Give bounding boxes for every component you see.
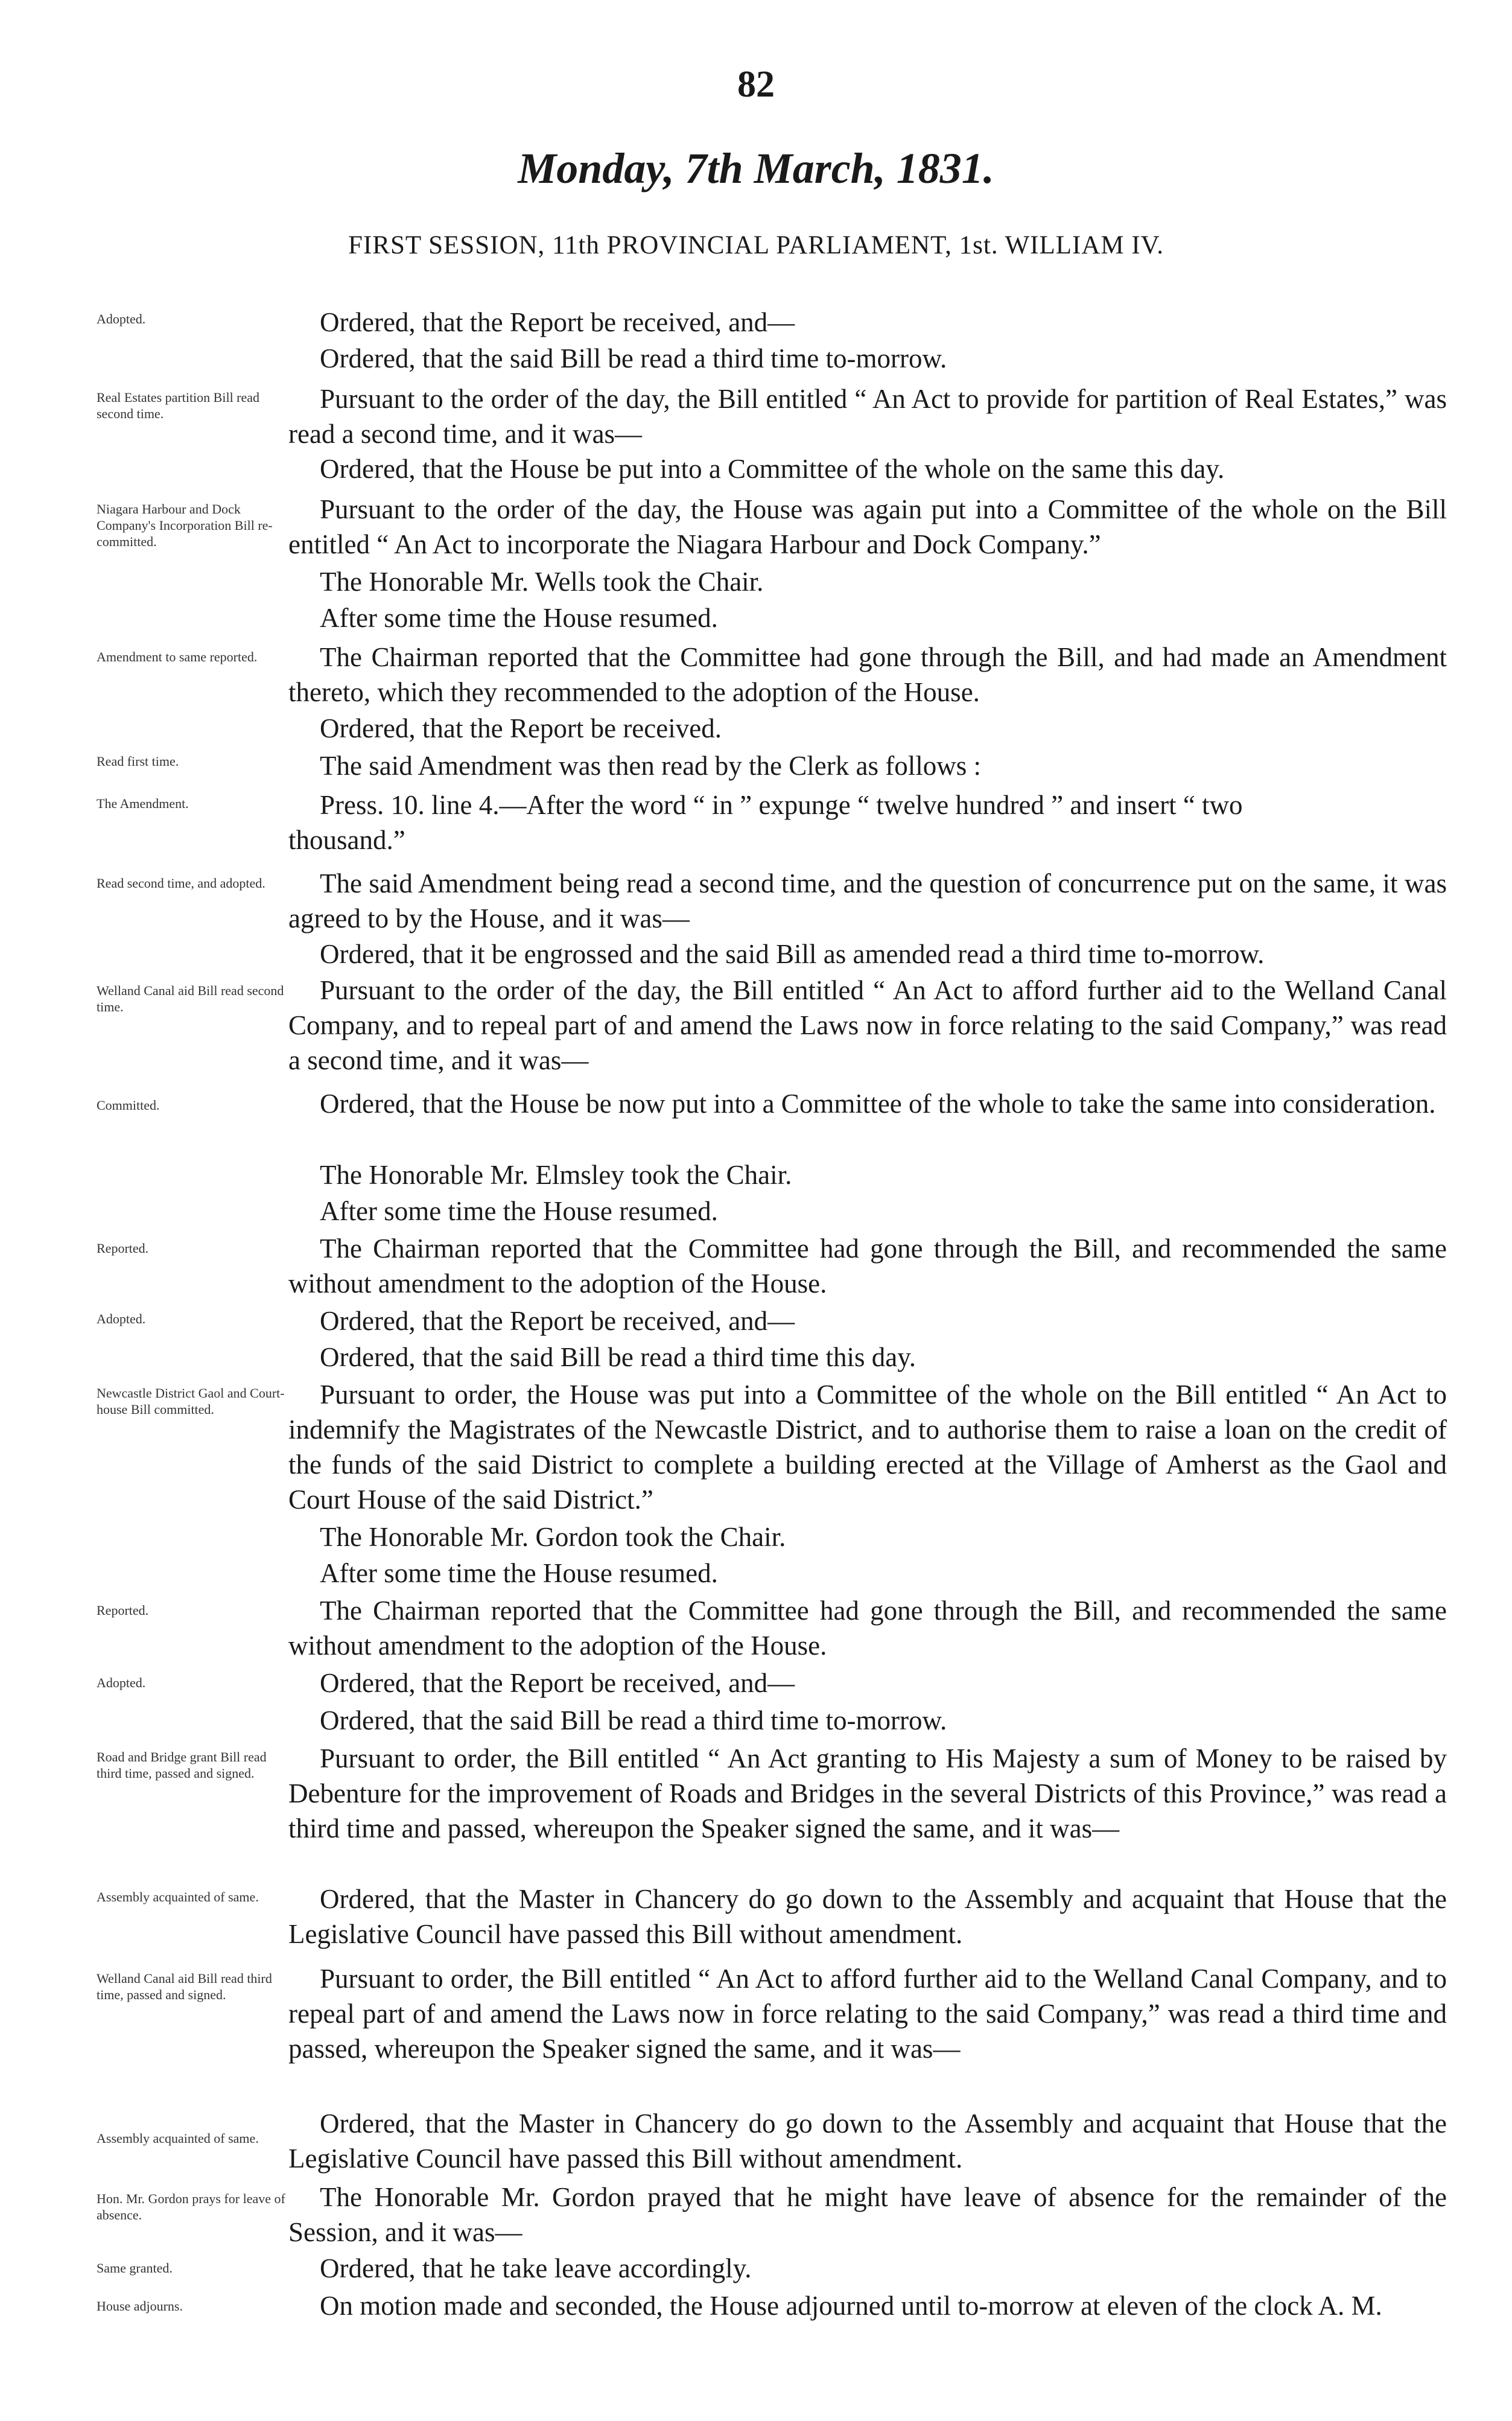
margin-note: The Amendment. bbox=[97, 796, 189, 811]
entry-text: The Honorable Mr. Gordon took the Chair. bbox=[320, 1522, 786, 1552]
entry-text: Ordered, that the Report be received, and— bbox=[320, 307, 795, 337]
entry-text: Ordered, that he take leave accordingly. bbox=[320, 2253, 752, 2283]
entry-text: Ordered, that the Report be received. bbox=[320, 713, 722, 743]
entry-text: The Honorable Mr. Wells took the Chair. bbox=[320, 567, 764, 597]
entry-text: On motion made and seconded, the House adjourned until to-morrow at eleven of the clock A. M. bbox=[320, 2291, 1382, 2321]
margin-note: Welland Canal aid Bill read third time, passed and signed. bbox=[97, 1971, 272, 2002]
margin-note: Newcastle District Gaol and Court-house Bill committed. bbox=[97, 1385, 285, 1417]
margin-note: Niagara Harbour and Dock Company's Incorporation Bill re-committed. bbox=[97, 501, 273, 549]
margin-note: Reported. bbox=[97, 1603, 149, 1618]
entry-text: Ordered, that the House be now put into a Committee of the whole to take the same into consideration. bbox=[320, 1089, 1436, 1119]
page-number: 82 bbox=[737, 64, 775, 105]
entry-text: Pursuant to order, the Bill entitled “ An Act to afford further aid to the Welland Canal Company, and to repeal part of and amend the Laws now in force relating to the said Company,” was read a third time and passed, whereupon the Speaker signed the same, and it was— bbox=[288, 1964, 1447, 2064]
margin-note: Read first time. bbox=[97, 754, 179, 769]
margin-note: Adopted. bbox=[97, 1311, 146, 1326]
margin-note: Adopted. bbox=[97, 311, 146, 326]
amendment-line: Press. 10. line 4.—After the word “ in ” expunge “ twelve hundred ” and insert “ two bbox=[320, 790, 1243, 820]
entry-text: Pursuant to the order of the day, the House was again put into a Committee of the whole on the Bill entitled “ An Act to incorporate the Niagara Harbour and Dock Company.” bbox=[288, 494, 1447, 559]
entry-text: After some time the House resumed. bbox=[320, 1196, 718, 1226]
entry-text: The Honorable Mr. Elmsley took the Chair. bbox=[320, 1160, 792, 1190]
session-heading: FIRST SESSION, 11th PROVINCIAL PARLIAMENT, 1st. WILLIAM IV. bbox=[348, 231, 1164, 259]
margin-note: Hon. Mr. Gordon prays for leave of absence. bbox=[97, 2191, 285, 2222]
margin-note: Committed. bbox=[97, 1098, 160, 1113]
entry-text: After some time the House resumed. bbox=[320, 603, 718, 633]
entry-text: The Chairman reported that the Committee had gone through the Bill, and recommended the same without amendment to the adoption of the House. bbox=[288, 1595, 1447, 1661]
entry-text: The Honorable Mr. Gordon prayed that he might have leave of absence for the remainder of the Session, and it was— bbox=[288, 2182, 1447, 2247]
margin-note: Real Estates partition Bill read second time. bbox=[97, 390, 260, 421]
margin-note: Amendment to same reported. bbox=[97, 649, 258, 664]
entry-text: Ordered, that the said Bill be read a third time to-morrow. bbox=[320, 343, 947, 374]
amendment-line-continued: thousand.” bbox=[288, 825, 405, 855]
margin-note: House adjourns. bbox=[97, 2299, 183, 2314]
margin-note: Reported. bbox=[97, 1241, 149, 1256]
entry-text: The said Amendment was then read by the Clerk as follows : bbox=[320, 751, 981, 781]
entry-text: Ordered, that the Report be received, and— bbox=[320, 1668, 795, 1698]
margin-note: Welland Canal aid Bill read second time. bbox=[97, 983, 284, 1014]
entry-text: Ordered, that the Master in Chancery do go down to the Assembly and acquaint that House that the Legislative Council have passed this Bill without amendment. bbox=[288, 2108, 1447, 2174]
margin-note: Same granted. bbox=[97, 2260, 173, 2276]
entry-text: Ordered, that the House be put into a Committee of the whole on the same this day. bbox=[320, 454, 1225, 484]
margin-note: Road and Bridge grant Bill read third time, passed and signed. bbox=[97, 1749, 267, 1781]
date-heading: Monday, 7th March, 1831. bbox=[518, 144, 994, 192]
entry-text: Pursuant to order, the Bill entitled “ An Act granting to His Majesty a sum of Money to be raised by Debenture for the improvement of Roads and Bridges in the several Districts of this Province,” was read a third time and passed, whereupon the Speaker signed the same, and it was— bbox=[288, 1743, 1447, 1844]
entry-text: Ordered, that the said Bill be read a third time this day. bbox=[320, 1342, 916, 1372]
entry-text: Ordered, that the Report be received, and— bbox=[320, 1306, 795, 1336]
entry-text bbox=[288, 787, 1447, 857]
margin-note: Read second time, and adopted. bbox=[97, 876, 265, 891]
entry-text: Pursuant to the order of the day, the Bill entitled “ An Act to provide for partition of Real Estates,” was read a second time, and it was— bbox=[288, 384, 1447, 449]
entry-text: The said Amendment being read a second time, and the question of concurrence put on the same, it was agreed to by the House, and it was— bbox=[288, 868, 1447, 934]
entry-text: Pursuant to order, the House was put into a Committee of the whole on the Bill entitled “ An Act to indemnify the Magistrates of the Newcastle District, and to authorise them to raise a loan on the credit of the funds of the said District to complete a building erected at the Village of Amherst as the Gaol and Court House of the said District.” bbox=[288, 1379, 1447, 1515]
entry-text: After some time the House resumed. bbox=[320, 1558, 718, 1588]
entry-text: The Chairman reported that the Committee had gone through the Bill, and recommended the same without amendment to the adoption of the House. bbox=[288, 1233, 1447, 1299]
margin-note: Assembly acquainted of same. bbox=[97, 1889, 259, 1904]
entry-text: Ordered, that the said Bill be read a third time to-morrow. bbox=[320, 1705, 947, 1735]
entry-text: Ordered, that the Master in Chancery do go down to the Assembly and acquaint that House that the Legislative Council have passed this Bill without amendment. bbox=[288, 1884, 1447, 1949]
entry-text: Ordered, that it be engrossed and the said Bill as amended read a third time to-morrow. bbox=[320, 939, 1265, 969]
entry-text: The Chairman reported that the Committee had gone through the Bill, and had made an Amendment thereto, which they recommended to the adoption of the House. bbox=[288, 642, 1447, 707]
margin-note: Assembly acquainted of same. bbox=[97, 2131, 259, 2146]
margin-note: Adopted. bbox=[97, 1675, 146, 1690]
entry-text: Pursuant to the order of the day, the Bill entitled “ An Act to afford further aid to the Welland Canal Company, and to repeal part of and amend the Laws now in force relating to the said Company,” was read a second time, and it was— bbox=[288, 975, 1447, 1075]
